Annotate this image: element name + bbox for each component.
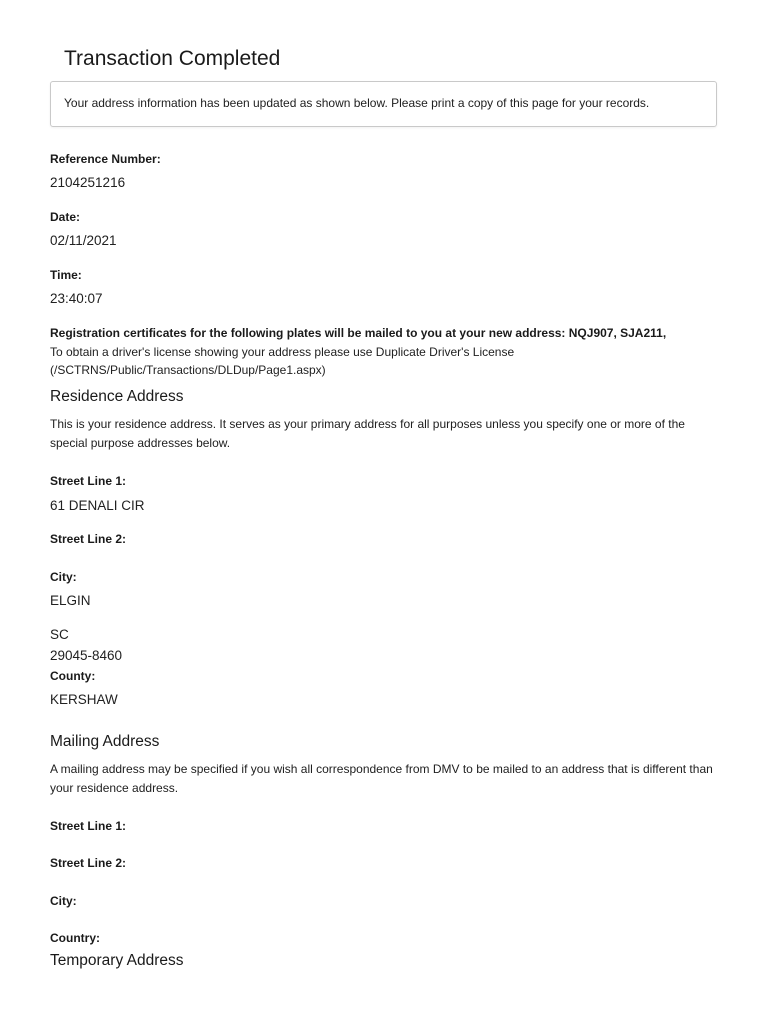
license-instruction-text: To obtain a driver's license showing your address please use Duplicate Driver's License [50, 345, 515, 359]
residence-zip-value: 29045-8460 [50, 648, 123, 663]
notice-text: Your address information has been updated as shown below. Please print a copy of this page for your records. [64, 96, 650, 110]
mailing-street1-label: Street Line 1: [50, 819, 127, 833]
registration-plates-text: Registration certificates for the following plates will be mailed to you at your new address: NQJ907, SJA211, [50, 326, 667, 340]
residence-street1-value: 61 DENALI CIR [50, 498, 145, 513]
reference-number-value: 2104251216 [50, 175, 126, 190]
residence-city-label: City: [50, 570, 77, 584]
notice-box [50, 81, 717, 127]
duplicate-license-path: (/SCTRNS/Public/Transactions/DLDup/Page1.aspx) [50, 363, 326, 377]
residence-county-label: County: [50, 669, 96, 683]
mailing-address-heading: Mailing Address [50, 733, 160, 750]
reference-number-label: Reference Number: [50, 152, 161, 166]
temporary-address-heading: Temporary Address [50, 952, 184, 969]
residence-county-value: KERSHAW [50, 692, 118, 707]
time-value: 23:40:07 [50, 291, 103, 306]
residence-street2-label: Street Line 2: [50, 532, 127, 546]
time-label: Time: [50, 268, 82, 282]
residence-address-description: This is your residence address. It serves as your primary address for all purposes unless you specify one or more of the special purpose addresses below. [50, 417, 685, 450]
residence-street1-label: Street Line 1: [50, 474, 127, 488]
mailing-street2-label: Street Line 2: [50, 856, 127, 870]
residence-address-heading: Residence Address [50, 388, 184, 405]
date-value: 02/11/2021 [50, 233, 117, 248]
mailing-city-label: City: [50, 894, 77, 908]
mailing-country-label: Country: [50, 931, 100, 945]
page-title: Transaction Completed [64, 47, 281, 70]
mailing-address-description: A mailing address may be specified if you wish all correspondence from DMV to be mailed to an address that is different than your residence address. [50, 762, 713, 795]
residence-city-value: ELGIN [50, 593, 91, 608]
residence-state-value: SC [50, 627, 69, 642]
date-label: Date: [50, 210, 81, 224]
